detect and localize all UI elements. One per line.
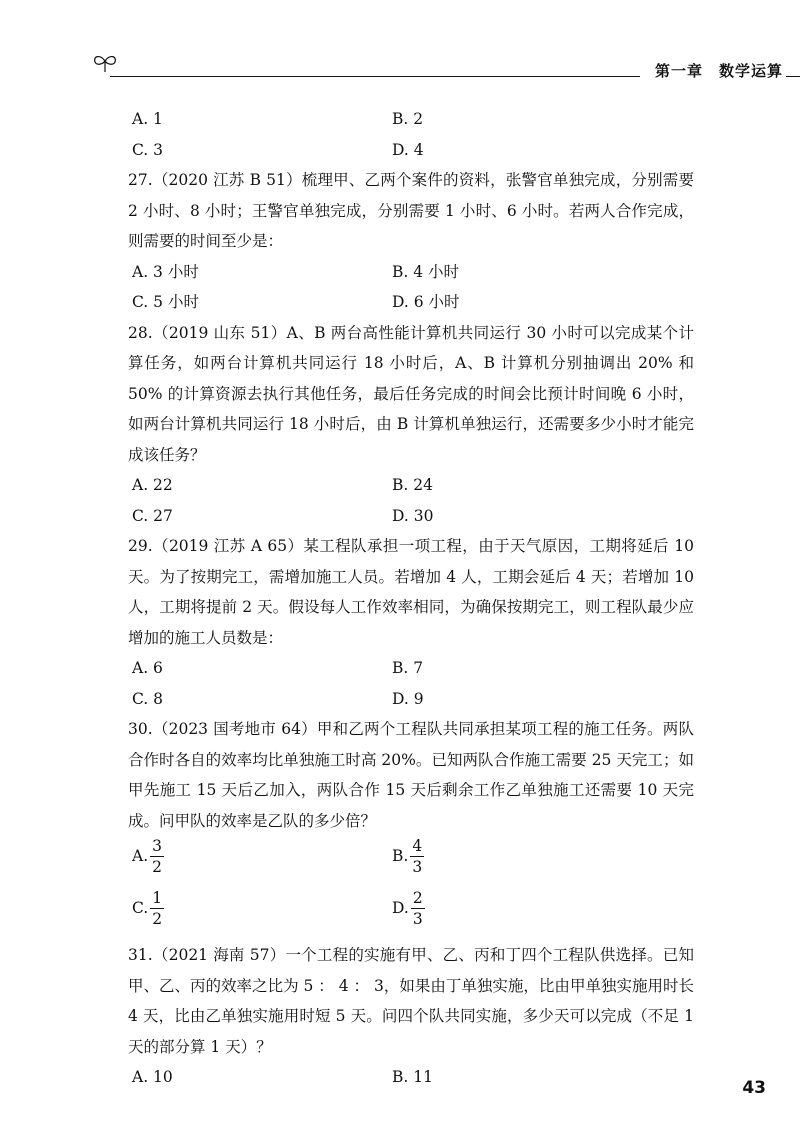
options-row xyxy=(128,104,694,135)
options-row xyxy=(128,1062,694,1093)
numerator: 4 xyxy=(412,837,423,855)
numerator: 3 xyxy=(152,837,162,855)
sprout-icon xyxy=(90,52,120,74)
option-d: D. 30 xyxy=(392,506,434,525)
option-d: D. 6 小时 xyxy=(392,293,460,311)
options-row xyxy=(128,257,694,288)
fraction xyxy=(411,888,425,929)
question-30: 30.（2023 国考地市 64）甲和乙两个工程队共同承担某项工程的施工任务。两队合作时各自的效率均比单独施工时高 20%。已知两队合作施工需要 25 天完工；如甲先施工 15 天后乙加入，两队合作 15 天后剩余工作乙单独施工还需要 10 天完成。问甲队的效率是乙队的多少倍？ xyxy=(128,720,694,830)
options-row xyxy=(128,836,694,888)
page-content xyxy=(128,104,694,1093)
question-29: 29.（2019 江苏 A 65）某工程队承担一项工程，由于天气原因，工期将延后 10 天。为了按期完工，需增加施工人员。若增加 4 人，工期会延后 4 天；若增加 10 人，工期将提前 2 天。假设每人工作效率相同，为确保按期完工，则工程队最少应增加的施工人员数是： xyxy=(128,537,694,647)
chapter-title: 第一章 数学运算 xyxy=(655,62,784,80)
option-c: C. 3 xyxy=(132,140,164,159)
denominator: 3 xyxy=(412,910,423,928)
options-row xyxy=(128,135,694,166)
question-31: 31.（2021 海南 57）一个工程的实施有甲、乙、丙和丁四个工程队供选择。已知甲、乙、丙的效率之比为 5 ： 4 ： 3，如果由丁单独实施，比由甲单独实施用时长 4 天，比由乙单独实施用时短 5 天。问四个队共同实施，多少天可以完成（不足 1 天的部分算 1 天）？ xyxy=(128,946,694,1056)
numerator: 1 xyxy=(152,889,163,907)
option-c: C. 27 xyxy=(132,506,173,525)
options-row xyxy=(128,684,694,715)
header-rule-right xyxy=(786,76,800,77)
fraction xyxy=(150,836,164,877)
option-a: A. 1 xyxy=(132,110,163,128)
header-rule-left xyxy=(110,76,640,77)
option-b: B. 24 xyxy=(392,476,433,494)
option-b: B. 7 xyxy=(392,659,424,677)
option-d: D. 9 xyxy=(392,689,424,708)
fraction xyxy=(410,836,424,877)
denominator: 2 xyxy=(152,910,163,928)
options-row xyxy=(128,888,694,940)
options-row xyxy=(128,653,694,684)
option-a: A. 22 xyxy=(132,476,173,494)
denominator: 3 xyxy=(412,858,423,876)
page-number: 43 xyxy=(742,1078,766,1098)
option-c: C. 8 xyxy=(132,689,164,708)
option-a xyxy=(132,836,164,877)
options-row xyxy=(128,501,694,532)
option-a: A. 10 xyxy=(132,1068,173,1086)
options-row xyxy=(128,287,694,318)
option-b: B. 11 xyxy=(392,1068,433,1086)
numerator: 2 xyxy=(412,889,423,907)
option-c xyxy=(132,888,164,929)
denominator: 2 xyxy=(152,858,162,876)
option-d: D. 4 xyxy=(392,140,424,159)
option-label: B. xyxy=(392,847,409,866)
option-d xyxy=(392,888,425,929)
option-a: A. 3 小时 xyxy=(132,262,199,281)
option-label: D. xyxy=(392,899,409,918)
option-label: C. xyxy=(132,899,149,918)
option-label: A. xyxy=(132,847,149,866)
option-c: C. 5 小时 xyxy=(132,293,199,311)
options-row xyxy=(128,470,694,501)
question-28: 28.（2019 山东 51）A、B 两台高性能计算机共同运行 30 小时可以完成某个计算任务，如两台计算机共同运行 18 小时后，A、B 计算机分别抽调出 20% 和 50% 的计算资源去执行其他任务，最后任务完成的时间会比预计时间晚 6 小时，如两台计算机共同运行 18 小时后，由 B 计算机单独运行，还需要多少小时才能完成该任务？ xyxy=(128,323,694,464)
page-header xyxy=(90,52,800,82)
fraction xyxy=(150,888,164,929)
question-27: 27.（2020 江苏 B 51）梳理甲、乙两个案件的资料，张警官单独完成，分别需要 2 小时、8 小时；王警官单独完成，分别需要 1 小时、6 小时。若两人合作完成，则需要的时间至少是： xyxy=(128,171,694,250)
option-b xyxy=(392,836,424,877)
option-b: B. 4 小时 xyxy=(392,262,460,281)
option-b: B. 2 xyxy=(392,110,424,128)
option-a: A. 6 xyxy=(132,659,163,677)
